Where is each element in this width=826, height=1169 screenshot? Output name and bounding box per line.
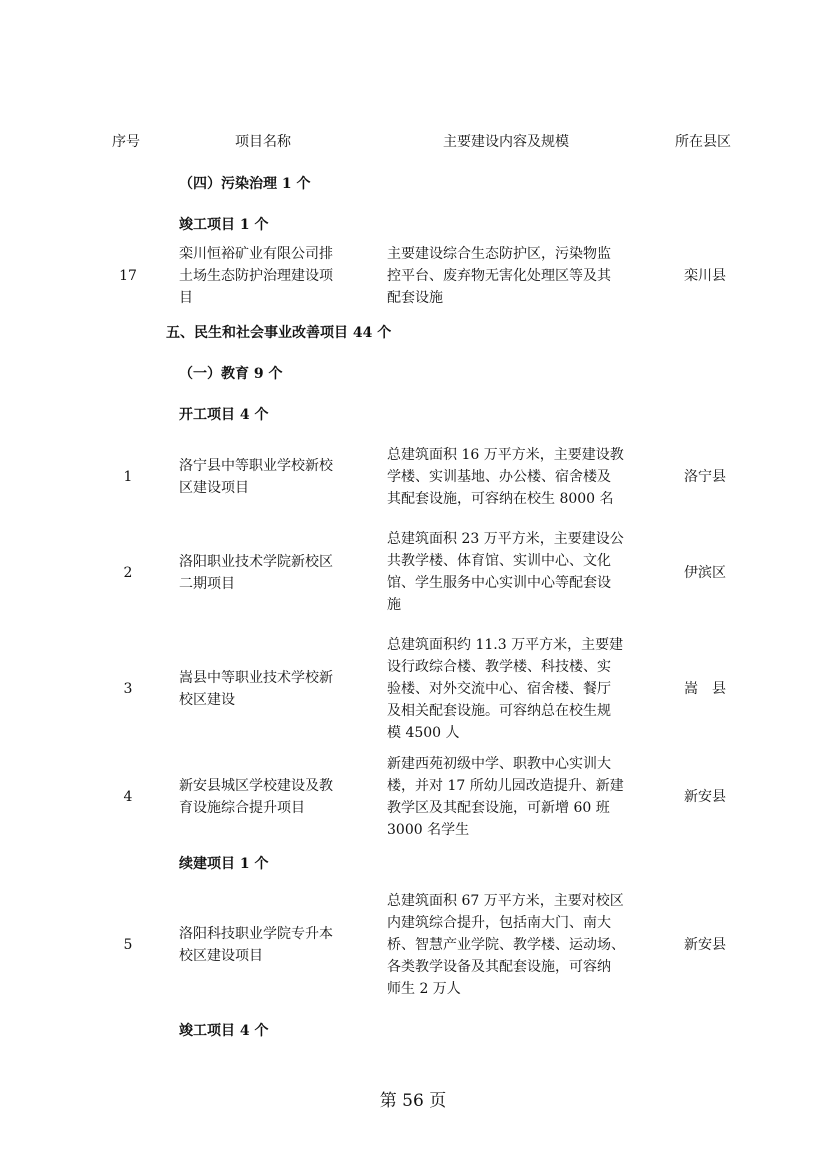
row-name: 洛阳职业技术学院新校区 二期项目 (179, 554, 333, 592)
row-content: 新建西苑初级中学、职教中心实训大 楼，并对 17 所幼儿园改造提升、新建 教学区及其配套设施，可新增 60 班 3000 名学生 (387, 756, 624, 838)
row-county: 新安县 (684, 937, 726, 953)
row-seq: 3 (123, 681, 133, 697)
row-seq: 4 (123, 789, 133, 805)
page-number: 第 56 页 (379, 1091, 447, 1111)
row-seq: 1 (123, 469, 133, 485)
row-seq: 17 (119, 268, 137, 284)
section-education: （一）教育 9 个 (179, 366, 283, 382)
section-pollution: （四）污染治理 1 个 (179, 176, 311, 192)
header-county: 所在县区 (675, 134, 731, 150)
row-name: 新安县城区学校建设及教 育设施综合提升项目 (179, 778, 333, 816)
row-name: 栾川恒裕矿业有限公司排 土场生态防护治理建设项 目 (179, 246, 333, 306)
row-content: 主要建设综合生态防护区，污染物监 控平台、废弃物无害化处理区等及其 配套设施 (387, 246, 611, 306)
section-completed: 竣工项目 4 个 (179, 1023, 269, 1039)
row-content: 总建筑面积约 11.3 万平方米，主要建 设行政综合楼、教学楼、科技楼、实 验楼、对外交流中心、宿舍楼、餐厅 及相关配套设施。可容纳总在校生规 模 4500 人 (387, 637, 624, 741)
section-continued: 续建项目 1 个 (179, 856, 269, 872)
row-seq: 2 (123, 565, 133, 581)
row-county: 嵩 县 (684, 681, 726, 697)
row-name: 洛阳科技职业学院专升本 校区建设项目 (179, 926, 333, 964)
row-county: 伊滨区 (684, 565, 726, 581)
row-county: 洛宁县 (684, 469, 726, 485)
row-county: 栾川县 (684, 268, 726, 284)
section-started: 开工项目 4 个 (179, 407, 269, 423)
header-seq: 序号 (112, 134, 140, 150)
header-name: 项目名称 (235, 134, 291, 150)
row-content: 总建筑面积 67 万平方米，主要对校区 内建筑综合提升，包括南大门、南大 桥、智慧产业学院、教学楼、运动场、 各类教学设备及其配套设施，可容纳 师生 2 万人 (387, 893, 625, 997)
row-content: 总建筑面积 23 万平方米，主要建设公 共教学楼、体育馆、实训中心、文化 馆、学生服务中心实训中心等配套设 施 (387, 531, 624, 613)
row-seq: 5 (123, 937, 133, 953)
row-county: 新安县 (684, 789, 726, 805)
row-content: 总建筑面积 16 万平方米，主要建设教 学楼、实训基地、办公楼、宿舍楼及 其配套设施，可容纳在校生 8000 名 (387, 447, 624, 507)
section-livelihood: 五、民生和社会事业改善项目 44 个 (166, 325, 392, 341)
row-name: 洛宁县中等职业学校新校 区建设项目 (179, 458, 333, 496)
header-content: 主要建设内容及规模 (443, 134, 569, 150)
section-completed: 竣工项目 1 个 (179, 217, 269, 233)
row-name: 嵩县中等职业技术学校新 校区建设 (179, 670, 333, 708)
